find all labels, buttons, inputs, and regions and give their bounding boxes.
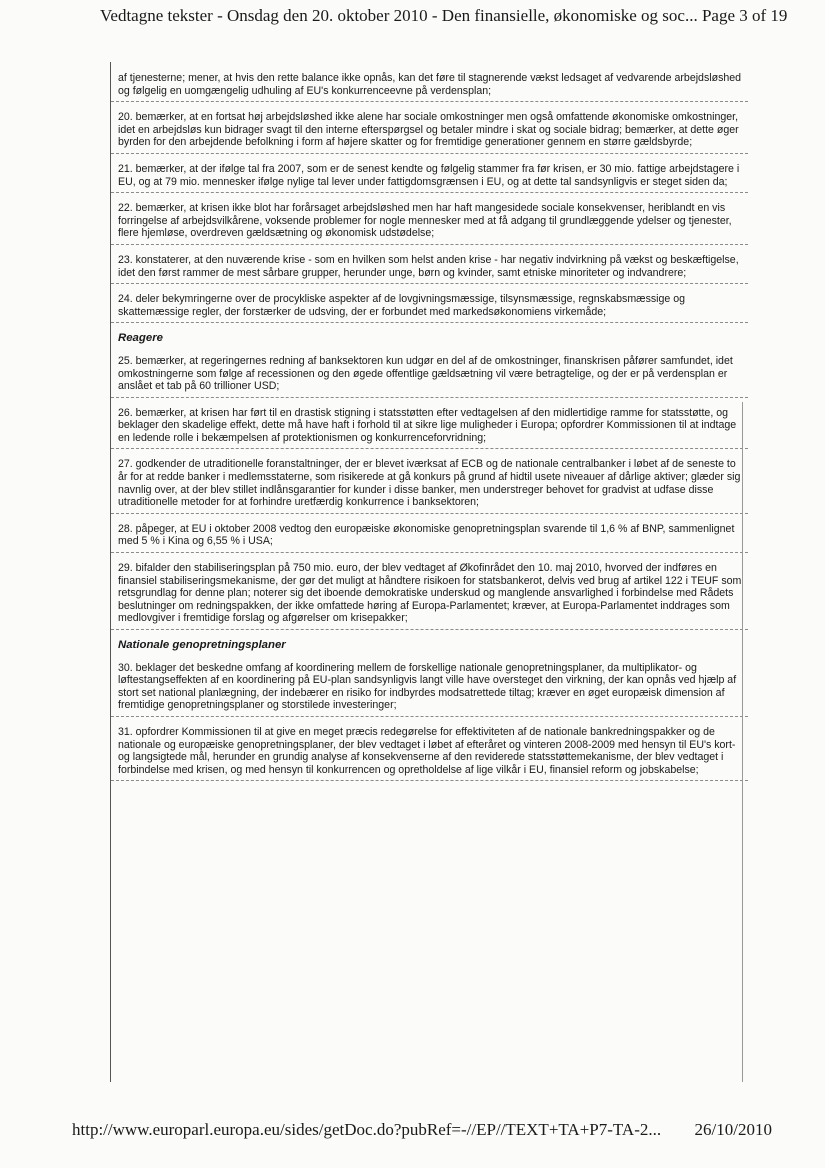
document-frame — [110, 62, 743, 1082]
paragraph-divider — [111, 322, 748, 323]
paragraph: af tjenesterne; mener, at hvis den rette balance ikke opnås, kan det føre til stagnerende vækst ledsaget af vedvarende arbejdsløshed og følgelig en uomgængelig udhuling af EU's konkurrenceevne på verdensplan; — [118, 72, 742, 97]
paragraph-divider — [111, 153, 748, 154]
paragraph-divider — [111, 513, 748, 514]
paragraph-divider — [111, 716, 748, 717]
footer-date: 26/10/2010 — [694, 1120, 772, 1139]
paragraph: 27. godkender de utraditionelle foranstaltninger, der er blevet iværksat af ECB og de nationale centralbanker i løbet af de seneste to år for at redde banker i medlemsstaterne, som risikerede at gå konkurs på grund af hidtil usete niveauer af dårlige aktiver; glæder sig navnlig over, at der blev stillet indlånsgarantier for kunder i disse banker, men understreger behovet for gradvist at udfase disse utraditionelle metoder for at forhindre uretfærdig konkurrence i banksektoren; — [118, 458, 741, 509]
paragraph: 20. bemærker, at en fortsat høj arbejdsløshed ikke alene har sociale omkostninger men også omfattende økonomiske omkostninger, idet en arbejdsløs kun bidrager svagt til den interne efterspørgsel og betaler mindre i skat og sociale bidrag; bemærker, at dette øger byrden for den arbejdende befolkning i form af højere skatter og for fremtidige generationer gennem en større gældsbyrde; — [118, 111, 739, 149]
paragraph-divider — [111, 283, 748, 284]
paragraph: 21. bemærker, at der ifølge tal fra 2007, som er de senest kendte og følgelig stammer fra før krisen, er 30 mio. fattige arbejdstagere i EU, og at 79 mio. mennesker ifølge nylige tal lever under fattigdomsgrænsen i EU, og at dette tal sandsynligvis er steget siden da; — [118, 162, 740, 188]
paragraph-divider — [111, 192, 748, 193]
page-footer — [72, 1120, 772, 1140]
page-header: Vedtagne tekster - Onsdag den 20. oktober 2010 - Den finansielle, økonomiske og soc... Page 3 of 19 — [100, 6, 788, 25]
paragraph: 24. deler bekymringerne over de procykliske aspekter af de lovgivningsmæssige, tilsynsmæssige, regnskabsmæssige og skattemæssige regler, der forstærker de udsving, der er forbundet med markedsøkonomiens virkemåde; — [118, 293, 686, 318]
paragraph-divider — [111, 101, 748, 102]
document-body — [118, 72, 748, 790]
paragraph-divider — [111, 780, 748, 781]
section-heading: Nationale genopretningsplaner — [118, 639, 286, 651]
paragraph-divider — [111, 552, 748, 553]
paragraph: 29. bifalder den stabiliseringsplan på 750 mio. euro, der blev vedtaget af Økofinrådet den 10. maj 2010, hvorved der indføres en finansiel stabiliseringsmekanisme, der gør det muligt at håndtere risikoen for statsbankerot, delvis ved brug af artikel 122 i TEUF som retsgrundlag for denne plan; noterer sig det iboende demokratiske underskud og manglende ansvarlighed i forbindelse med Rådets beslutninger om redningspakken, der ikke omfattede høring af Europa-Parlamentet; kræver, at Europa-Parlamentet inddrages som medlovgiver i fremtidige forslag og afgørelser om krisepakker; — [118, 562, 742, 625]
paragraph: 26. bemærker, at krisen har ført til en drastisk stigning i statsstøtten efter vedtagelsen af den midlertidige ramme for statsstøtte, og beklager den skadelige effekt, dette må have haft i forhold til at sikre lige muligheder i Europa; opfordrer Kommissionen til at indtage en ledende rolle i bekæmpelsen af protektionismen og konkurrenceforvridning; — [118, 406, 737, 444]
paragraph: 30. beklager det beskedne omfang af koordinering mellem de forskellige nationale genopretningsplaner, da multiplikator- og løftestangseffekten af en koordinering på EU-plan sandsynligvis langt ville have oversteget den virkning, der kan opnås ved hjælp af stort set national planlægning, der indebærer en risiko for indbyrdes modsatrettede tiltag; kræver en øget europæisk dimension af fremtidige genopretningsplaner og storstilede investeringer; — [118, 661, 737, 712]
footer-url: http://www.europarl.europa.eu/sides/getDoc.do?pubRef=-//EP//TEXT+TA+P7-TA-2... — [72, 1120, 662, 1139]
paragraph: 28. påpeger, at EU i oktober 2008 vedtog den europæiske økonomiske genopretningsplan svarende til 1,6 % af BNP, sammenlignet med 5 % i Kina og 6,55 % i USA; — [118, 522, 735, 548]
paragraph: 22. bemærker, at krisen ikke blot har forårsaget arbejdsløshed men har haft mangesidede sociale konsekvenser, heriblandt en vis forringelse af arbejdsvilkårene, voksende problemer for nogle mennesker med at få adgang til grundlæggende ydelser og tjenester, flere hjemløse, overdreven gældsætning og økonomisk udstødelse; — [118, 202, 732, 240]
paragraph-divider — [111, 244, 748, 245]
paragraph: 25. bemærker, at regeringernes redning af banksektoren kun udgør en del af de omkostninger, finanskrisen påfører samfundet, idet omkostningerne som følge af recessionen og den øgede offentlige gældsætning vil være betragtelige, og der er på verdensplan er anslået et tab på 60 trillioner USD; — [118, 354, 733, 393]
paragraph-divider — [111, 448, 748, 449]
paragraph-divider — [111, 629, 748, 630]
paragraph: 31. opfordrer Kommissionen til at give en meget præcis redegørelse for effektiviteten af de nationale bankredningspakker og de nationale og europæiske genopretningsplaner, der blev vedtaget i løbet af efteråret og vinteren 2008-2009 med hensyn til EU's kort- og langsigtede mål, herunder en grundig analyse af konsekvenserne af den reviderede statsstøttemekanisme, der blev vedtaget i forbindelse med krisen, og med hensyn til konkurrencen og opretholdelse af lige vilkår i EU, finansiel reform og jobskabelse; — [118, 725, 736, 776]
section-heading: Reagere — [118, 332, 163, 345]
paragraph-divider — [111, 397, 748, 398]
paragraph: 23. konstaterer, at den nuværende krise - som en hvilken som helst anden krise - har negativ indvirkning på vækst og beskæftigelse, idet den først rammer de mest sårbare grupper, herunder unge, børn og kvinder, samt etniske minoriteter og indvandrere; — [118, 253, 739, 279]
